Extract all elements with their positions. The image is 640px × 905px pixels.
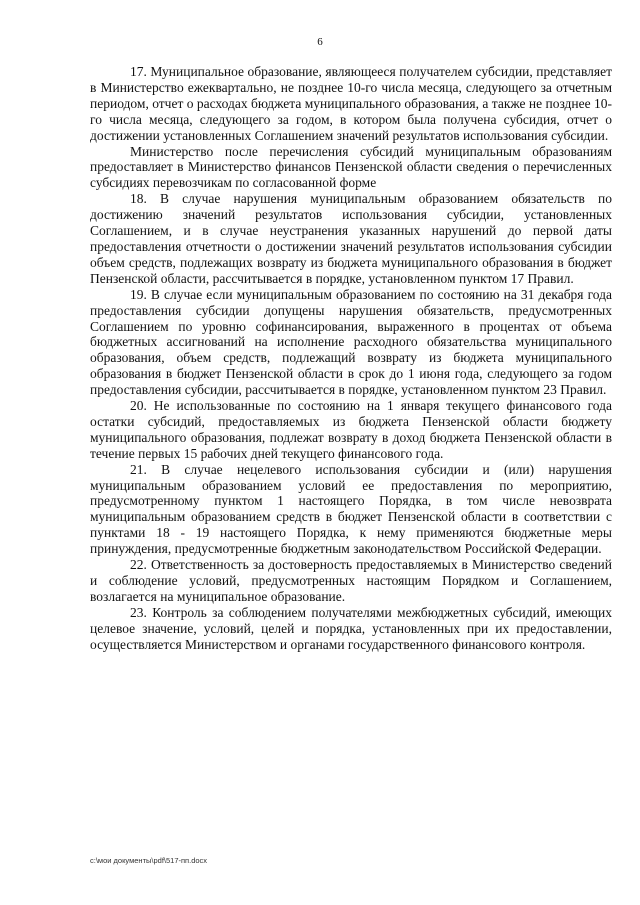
document-body <box>90 64 612 653</box>
paragraph-18: 18. В случае нарушения муниципальным образованием обязательств по достижению значений результатов использования субсидии, установленных Соглашением, и в случае неустранения указанных нарушений до первой даты предоставления отчетности о достижении значений результатов использования субсидии объем средств, подлежащих возврату из бюджета муниципального образования в бюджет Пензенской области, рассчитывается в порядке, установленном пунктом 17 Правил. <box>90 191 612 286</box>
footer-file-path: c:\мои документы\pdf\517-пп.docx <box>90 856 208 865</box>
paragraph-21: 21. В случае нецелевого использования субсидии и (или) нарушения муниципальным образованием условий ее предоставления по мероприятию, предусмотренному пунктом 1 настоящего Порядка, в том числе невозврата муниципальным образованием средств в бюджет Пензенской области в соответствии с пунктами 18 - 19 настоящего Порядка, к нему применяются бюджетные меры принуждения, предусмотренные бюджетным законодательством Российской Федерации. <box>90 461 612 557</box>
page-number: 6 <box>317 36 323 48</box>
paragraph-17: 17. Муниципальное образование, являющееся получателем субсидии, представляет в Министерство ежеквартально, не позднее 10-го числа месяца, следующего за отчетным периодом, отчет о расходах бюджета муниципального образования, а также не позднее 10-го числа месяца, следующего за годом, в котором была получена субсидия, отчет о достижении установленных Соглашением значений результатов использования субсидии. <box>90 64 612 143</box>
paragraph-22: 22. Ответственность за достоверность предоставляемых в Министерство сведений и соблюдение условий, предусмотренных настоящим Порядком и Соглашением, возлагается на муниципальное образование. <box>90 557 612 604</box>
paragraph-23: 23. Контроль за соблюдением получателями межбюджетных субсидий, имеющих целевое значение, условий, целей и порядка, установленных при их предоставлении, осуществляется Министерством и органами государственного финансового контроля. <box>90 604 612 652</box>
paragraph-19: 19. В случае если муниципальным образованием по состоянию на 31 декабря года предоставления субсидии допущены нарушения обязательств, предусмотренных Соглашением по уровню софинансирования, выраженного в процентах от объема бюджетных ассигнований на исполнение расходного обязательства муниципального образования, объем средств, подлежащий возврату из бюджета муниципального образования в бюджет Пензенской области в срок до 1 июня года, следующего за годом предоставления субсидии, рассчитывается в порядке, установленном пунктом 23 Правил. <box>90 286 612 398</box>
paragraph-20: 20. Не использованные по состоянию на 1 января текущего финансового года остатки субсидий, предоставляемых из бюджета Пензенской области бюджету муниципального образования, подлежат возврату в доход бюджета Пензенской области в течение первых 15 рабочих дней текущего финансового года. <box>90 398 612 461</box>
paragraph-ministry-info: Министерство после перечисления субсидий муниципальным образованиям предоставляет в Министерство финансов Пензенской области сведения о перечисленных субсидиях перевозчикам по согласованной форме <box>90 143 612 191</box>
